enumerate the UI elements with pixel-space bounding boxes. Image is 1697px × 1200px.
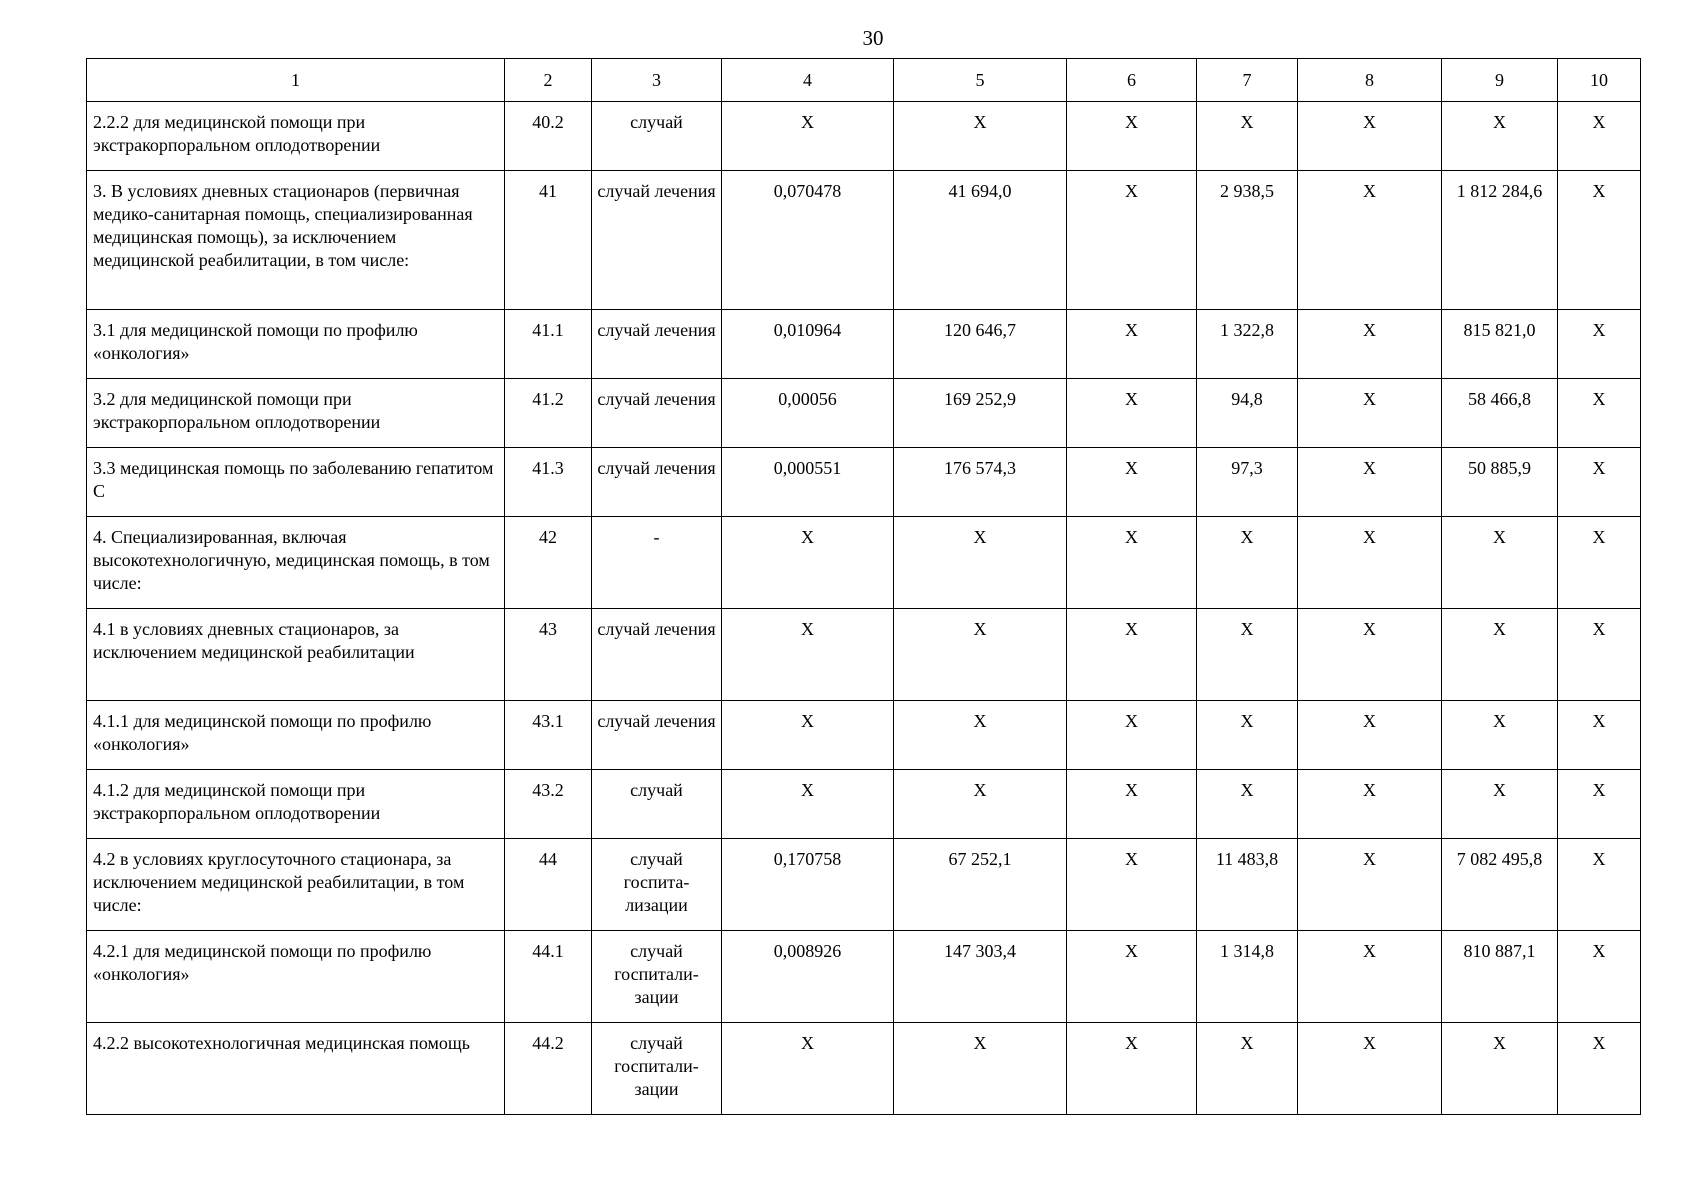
row-value-cell: X — [1558, 701, 1641, 770]
row-value-cell: 7 082 495,8 — [1442, 839, 1558, 931]
row-unit-cell: случай лечения — [592, 448, 722, 517]
column-header: 6 — [1067, 59, 1197, 102]
row-name-cell: 3.1 для медицинской помощи по профилю «онкология» — [87, 310, 505, 379]
row-value-cell: X — [1558, 609, 1641, 701]
column-header: 3 — [592, 59, 722, 102]
table-row — [87, 770, 1641, 839]
row-value-cell: X — [1067, 701, 1197, 770]
row-value-cell: 41 694,0 — [894, 171, 1067, 310]
row-value-cell: X — [722, 701, 894, 770]
row-value-cell: X — [1298, 310, 1442, 379]
row-code-cell: 44.2 — [505, 1023, 592, 1115]
row-value-cell: X — [1067, 517, 1197, 609]
column-header: 8 — [1298, 59, 1442, 102]
row-value-cell: 1 812 284,6 — [1442, 171, 1558, 310]
row-code-cell: 44.1 — [505, 931, 592, 1023]
row-code-cell: 43.2 — [505, 770, 592, 839]
row-unit-cell: случай лечения — [592, 310, 722, 379]
row-unit-cell: случай лечения — [592, 379, 722, 448]
row-name-cell: 4.2.1 для медицинской помощи по профилю «онкология» — [87, 931, 505, 1023]
row-value-cell: 1 322,8 — [1197, 310, 1298, 379]
table-row — [87, 517, 1641, 609]
row-value-cell: X — [894, 770, 1067, 839]
row-name-cell: 3.3 медицинская помощь по заболеванию гепатитом С — [87, 448, 505, 517]
page-number: 30 — [862, 26, 884, 50]
row-value-cell: X — [1558, 517, 1641, 609]
row-value-cell: X — [894, 1023, 1067, 1115]
row-value-cell: X — [722, 1023, 894, 1115]
row-unit-cell: случай лечения — [592, 701, 722, 770]
row-value-cell: X — [722, 770, 894, 839]
row-value-cell: 67 252,1 — [894, 839, 1067, 931]
row-value-cell: 97,3 — [1197, 448, 1298, 517]
row-value-cell: X — [1558, 310, 1641, 379]
row-value-cell: X — [1442, 517, 1558, 609]
row-code-cell: 44 — [505, 839, 592, 931]
row-value-cell: X — [1298, 102, 1442, 171]
row-value-cell: X — [1067, 1023, 1197, 1115]
table-row — [87, 102, 1641, 171]
row-value-cell: X — [1558, 931, 1641, 1023]
row-value-cell: X — [1197, 102, 1298, 171]
row-value-cell: 0,008926 — [722, 931, 894, 1023]
row-value-cell: X — [1067, 931, 1197, 1023]
row-value-cell: X — [894, 609, 1067, 701]
row-value-cell: 815 821,0 — [1442, 310, 1558, 379]
column-header: 7 — [1197, 59, 1298, 102]
row-value-cell: X — [1558, 839, 1641, 931]
row-code-cell: 41.1 — [505, 310, 592, 379]
table-row — [87, 839, 1641, 931]
row-value-cell: X — [1442, 770, 1558, 839]
row-value-cell: X — [1558, 770, 1641, 839]
row-value-cell: 176 574,3 — [894, 448, 1067, 517]
row-name-cell: 3. В условиях дневных стационаров (первичная медико-санитарная помощь, специализированная медицинская помощь), за исключением медицинской реабилитации, в том числе: — [87, 171, 505, 310]
row-value-cell: 0,170758 — [722, 839, 894, 931]
row-code-cell: 43 — [505, 609, 592, 701]
row-value-cell: X — [1067, 770, 1197, 839]
row-value-cell: 0,00056 — [722, 379, 894, 448]
column-header: 2 — [505, 59, 592, 102]
row-value-cell: X — [1558, 1023, 1641, 1115]
table-header-row — [87, 59, 1641, 102]
row-value-cell: X — [1298, 609, 1442, 701]
row-value-cell: X — [1298, 171, 1442, 310]
table-row — [87, 310, 1641, 379]
table-row — [87, 609, 1641, 701]
row-value-cell: 169 252,9 — [894, 379, 1067, 448]
row-name-cell: 4.2 в условиях круглосуточного стационара, за исключением медицинской реабилитации, в том числе: — [87, 839, 505, 931]
row-value-cell: X — [894, 102, 1067, 171]
row-name-cell: 4.1.1 для медицинской помощи по профилю «онкология» — [87, 701, 505, 770]
row-value-cell: X — [1067, 448, 1197, 517]
row-value-cell: X — [1298, 701, 1442, 770]
row-value-cell: X — [1067, 102, 1197, 171]
row-name-cell: 4.1.2 для медицинской помощи при экстракорпоральном оплодотворении — [87, 770, 505, 839]
row-value-cell: X — [722, 102, 894, 171]
row-value-cell: X — [1558, 171, 1641, 310]
row-code-cell: 40.2 — [505, 102, 592, 171]
row-value-cell: 94,8 — [1197, 379, 1298, 448]
row-value-cell: X — [722, 609, 894, 701]
row-value-cell: X — [894, 701, 1067, 770]
row-value-cell: X — [1197, 517, 1298, 609]
row-unit-cell: случай госпита-лизации — [592, 839, 722, 931]
row-value-cell: 0,070478 — [722, 171, 894, 310]
row-code-cell: 41 — [505, 171, 592, 310]
row-value-cell: X — [1442, 701, 1558, 770]
row-value-cell: X — [722, 517, 894, 609]
row-value-cell: X — [1197, 609, 1298, 701]
row-value-cell: X — [1558, 379, 1641, 448]
row-value-cell: X — [1298, 1023, 1442, 1115]
row-value-cell: X — [1442, 102, 1558, 171]
data-table — [86, 58, 1641, 1115]
row-value-cell: 147 303,4 — [894, 931, 1067, 1023]
row-name-cell: 2.2.2 для медицинской помощи при экстракорпоральном оплодотворении — [87, 102, 505, 171]
row-code-cell: 42 — [505, 517, 592, 609]
row-value-cell: 120 646,7 — [894, 310, 1067, 379]
row-value-cell: 11 483,8 — [1197, 839, 1298, 931]
row-value-cell: 0,000551 — [722, 448, 894, 517]
row-value-cell: X — [1298, 448, 1442, 517]
column-header: 9 — [1442, 59, 1558, 102]
row-value-cell: 0,010964 — [722, 310, 894, 379]
row-value-cell: X — [1298, 770, 1442, 839]
row-unit-cell: случай — [592, 102, 722, 171]
row-name-cell: 4. Специализированная, включая высокотехнологичную, медицинская помощь, в том числе: — [87, 517, 505, 609]
row-value-cell: X — [1197, 1023, 1298, 1115]
column-header: 10 — [1558, 59, 1641, 102]
row-value-cell: X — [1298, 931, 1442, 1023]
row-value-cell: X — [1298, 379, 1442, 448]
row-unit-cell: случай лечения — [592, 171, 722, 310]
row-code-cell: 43.1 — [505, 701, 592, 770]
row-name-cell: 3.2 для медицинской помощи при экстракорпоральном оплодотворении — [87, 379, 505, 448]
row-unit-cell: случай — [592, 770, 722, 839]
row-value-cell: X — [1067, 379, 1197, 448]
row-value-cell: 810 887,1 — [1442, 931, 1558, 1023]
column-header: 5 — [894, 59, 1067, 102]
row-value-cell: X — [1197, 701, 1298, 770]
row-value-cell: X — [1067, 839, 1197, 931]
row-value-cell: X — [1558, 448, 1641, 517]
row-code-cell: 41.2 — [505, 379, 592, 448]
row-code-cell: 41.3 — [505, 448, 592, 517]
row-value-cell: X — [1298, 517, 1442, 609]
table-row — [87, 1023, 1641, 1115]
row-value-cell: X — [1298, 839, 1442, 931]
row-unit-cell: случай госпитали-зации — [592, 1023, 722, 1115]
row-value-cell: X — [1067, 310, 1197, 379]
table-row — [87, 379, 1641, 448]
row-value-cell: 50 885,9 — [1442, 448, 1558, 517]
row-value-cell: X — [894, 517, 1067, 609]
row-value-cell: X — [1442, 609, 1558, 701]
row-value-cell: 58 466,8 — [1442, 379, 1558, 448]
table-row — [87, 171, 1641, 310]
row-value-cell: 2 938,5 — [1197, 171, 1298, 310]
column-header: 1 — [87, 59, 505, 102]
table-row — [87, 931, 1641, 1023]
row-value-cell: X — [1558, 102, 1641, 171]
row-name-cell: 4.2.2 высокотехнологичная медицинская помощь — [87, 1023, 505, 1115]
column-header: 4 — [722, 59, 894, 102]
row-value-cell: 1 314,8 — [1197, 931, 1298, 1023]
row-unit-cell: - — [592, 517, 722, 609]
table-row — [87, 701, 1641, 770]
row-unit-cell: случай лечения — [592, 609, 722, 701]
row-value-cell: X — [1067, 171, 1197, 310]
table-row — [87, 448, 1641, 517]
row-value-cell: X — [1197, 770, 1298, 839]
row-name-cell: 4.1 в условиях дневных стационаров, за исключением медицинской реабилитации — [87, 609, 505, 701]
row-unit-cell: случай госпитали-зации — [592, 931, 722, 1023]
row-value-cell: X — [1067, 609, 1197, 701]
row-value-cell: X — [1442, 1023, 1558, 1115]
